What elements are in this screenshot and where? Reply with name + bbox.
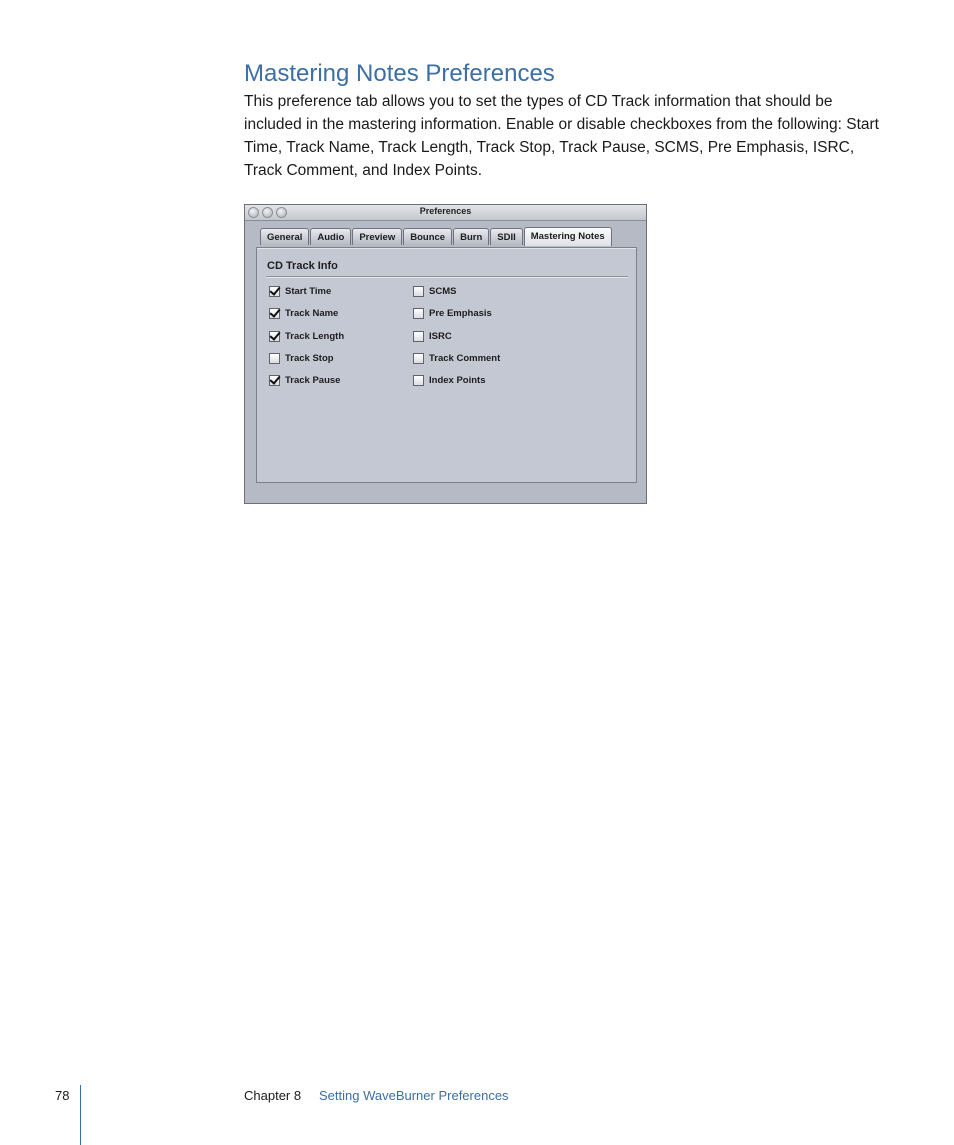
- section-divider: [266, 276, 628, 278]
- preferences-tab-bar: [260, 228, 613, 246]
- body-paragraph: This preference tab allows you to set the types of CD Track information that should be included in the mastering information. Enable or disable checkboxes from the following: Start Time, Track Name, Track Length, Track Stop, Track Pause, SCMS, Pre Emphasis, ISRC, Track Comment, and Index Points.: [244, 93, 879, 179]
- chapter-label: Chapter 8: [244, 1088, 302, 1103]
- tab-audio[interactable]: Audio: [310, 228, 351, 245]
- option-label: Start Time: [285, 286, 332, 297]
- tab-general[interactable]: General: [260, 228, 309, 245]
- tab-sdii[interactable]: SDII: [490, 228, 522, 245]
- page-heading: Mastering Notes Preferences: [244, 60, 555, 87]
- option-track-pause[interactable]: [269, 375, 340, 386]
- tab-burn[interactable]: Burn: [453, 228, 489, 245]
- footer-divider: [80, 1085, 81, 1145]
- tab-bounce[interactable]: Bounce: [403, 228, 452, 245]
- option-label: ISRC: [429, 331, 452, 342]
- option-track-comment[interactable]: [413, 353, 500, 364]
- option-track-length[interactable]: [269, 331, 344, 342]
- option-label: Track Pause: [285, 375, 341, 386]
- option-label: Index Points: [429, 375, 486, 386]
- preferences-window: [244, 204, 647, 504]
- tab-preview[interactable]: Preview: [352, 228, 402, 245]
- checkbox[interactable]: [413, 308, 424, 319]
- checkbox[interactable]: [413, 286, 424, 297]
- tab-mastering-notes[interactable]: Mastering Notes: [524, 227, 612, 246]
- option-pre-emphasis[interactable]: [413, 308, 492, 319]
- option-label: Pre Emphasis: [429, 308, 492, 319]
- window-titlebar[interactable]: [245, 205, 646, 221]
- option-label: Track Name: [285, 308, 339, 319]
- option-index-points[interactable]: [413, 375, 485, 386]
- window-title: Preferences: [419, 206, 472, 216]
- checkbox[interactable]: [269, 286, 280, 297]
- checkbox[interactable]: [413, 331, 424, 342]
- option-track-stop[interactable]: [269, 353, 334, 364]
- mastering-notes-pane: [256, 247, 637, 483]
- option-isrc[interactable]: [413, 331, 452, 342]
- option-label: Track Length: [285, 331, 345, 342]
- section-title: CD Track Info: [267, 260, 338, 272]
- option-start-time[interactable]: [269, 286, 331, 297]
- chapter-title: Setting WaveBurner Preferences: [319, 1088, 509, 1103]
- checkbox[interactable]: [269, 353, 280, 364]
- checkbox[interactable]: [269, 331, 280, 342]
- checkbox[interactable]: [413, 375, 424, 386]
- checkbox[interactable]: [413, 353, 424, 364]
- option-track-name[interactable]: [269, 308, 338, 319]
- option-label: SCMS: [429, 286, 457, 297]
- page-number: 78: [55, 1088, 70, 1103]
- option-scms[interactable]: [413, 286, 456, 297]
- checkbox[interactable]: [269, 308, 280, 319]
- checkbox[interactable]: [269, 375, 280, 386]
- option-label: Track Comment: [429, 353, 501, 364]
- option-label: Track Stop: [285, 353, 334, 364]
